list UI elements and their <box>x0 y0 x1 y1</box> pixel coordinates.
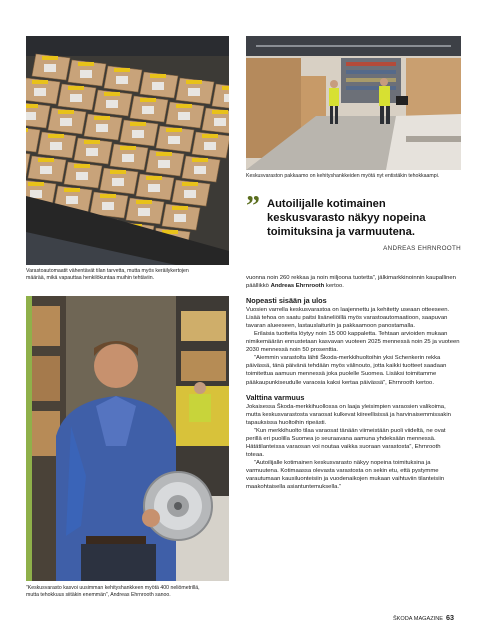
packing-area-photo <box>246 36 461 170</box>
intro-paragraph <box>246 274 460 290</box>
intro-text: kertoo. <box>325 283 344 290</box>
caption-packing-area: Keskusvaraston pakkaamo on kehityshankkeiden myötä nyt entistäkin tehokkaampi. <box>246 173 440 179</box>
intro-text: vuonna noin 260 rekkaa ja noin miljoona tuotetta”, <box>246 275 377 281</box>
quote-mark-icon: ” <box>246 191 260 222</box>
caption-storage-bins <box>26 268 229 282</box>
intro-name: Andreas Ehrnrooth <box>270 283 325 290</box>
pull-quote-author: ANDREAS EHRNROOTH <box>383 245 461 252</box>
pull-quote-line: toimituksina ja varmuutena. <box>267 226 415 238</box>
caption-line: mutta tehokkuus siitäkin enemmän”, Andreas Ehrnrooth sanoo. <box>26 592 171 598</box>
caption-portrait <box>26 585 236 599</box>
article-body <box>246 274 460 491</box>
paragraph: Vuosien varrella keskusvarastoa on laajennettu ja kehitetty useaan otteeseen. Lisää tehoa on saatu paitsi lisäneliöillä myös varastoautomaatioon, saapuvan tavaran alueeseen, lastauslaituriin ja pakkaamoon panostamalla. <box>246 307 450 330</box>
magazine-name: ŠKODA MAGAZINE <box>392 616 443 622</box>
portrait-photo <box>26 296 229 581</box>
pull-quote-line: keskusvarasto näkyy nopeina <box>267 212 426 224</box>
page-footer <box>393 613 454 622</box>
paragraph: ”Aiemmin varastolta lähti Škoda-merkkihuoltoihin yksi Schenkerin rekka päivässä, tänä päivänä tehdään myös välinouto, jotta kaikki tuotteet saadaan toimitettua aamuun mennessä joka puolelle Suomea. Lisäksi toimitamme pääkaupunkiseudulle varaosia kaksi kertaa päivässä”, Ehrnrooth kertoo. <box>246 355 447 386</box>
intro-text: jälkimarkkinoinnin kaupallinen päällikkö <box>246 275 456 290</box>
caption-line: määrää, mikä vapauttaa henkilökuntaa muihin tehtäviin. <box>26 275 155 281</box>
paragraph: ”Kun merkkihuolto tilaa varaosat tänään viimeistään puoli viideltä, ne ovat perillä eri puolilla Suomea jo seuraavana aamuna yhdeksään mennessä. Hätätilanteissa varaosan voi noutaa vaikka suoraan varastosta”, Ehrnrooth toteaa. <box>246 427 446 458</box>
storage-bins-photo <box>26 36 229 265</box>
pull-quote-line: Autoilijalle kotimainen <box>267 198 386 210</box>
paragraph: Jokaisessa Škoda-merkkihuollossa on laaja yleisimpien varaosien valikoima, mutta keskusvarastosta varaosat kulkevat kiireellisissä ja harvinaisemmissakin tapauksissa huoltoihin ripeästi. <box>246 403 451 426</box>
section-heading: Valttina varmuus <box>246 392 305 402</box>
section-heading: Nopeasti sisään ja ulos <box>246 296 327 306</box>
paragraph: Erilaisia tuotteita löytyy noin 15 000 kappaletta. Tehtaan arvioiden mukaan nimikemäärän ennustetaan kasvavan vuoteen 2025 mennessä noin 25 ja vuoteen 2030 mennessä noin 50 prosenttia. <box>246 331 460 354</box>
page-number: 63 <box>446 613 454 622</box>
caption-line: ”Keskusvarasto kasvoi uusimman kehityshankkeen myötä 400 neliömetrillä, <box>26 585 200 591</box>
caption-line: Varastoautomaatit vähentävät tilan tarvetta, mutta myös keräilykertojen <box>26 268 189 274</box>
pull-quote <box>267 197 462 239</box>
paragraph: ”Autoilijalle kotimainen keskusvarasto näkyy nopeina toimituksina ja varmuutena. Kotimaassa olevasta varastosta on sekin etu, että pystymme varautumaan kausiluonteisiin ja vuodenaikojen mukaan vaihtuviin tilanteisiin maakohtaisella asiantuntemuksella.” <box>246 459 445 491</box>
